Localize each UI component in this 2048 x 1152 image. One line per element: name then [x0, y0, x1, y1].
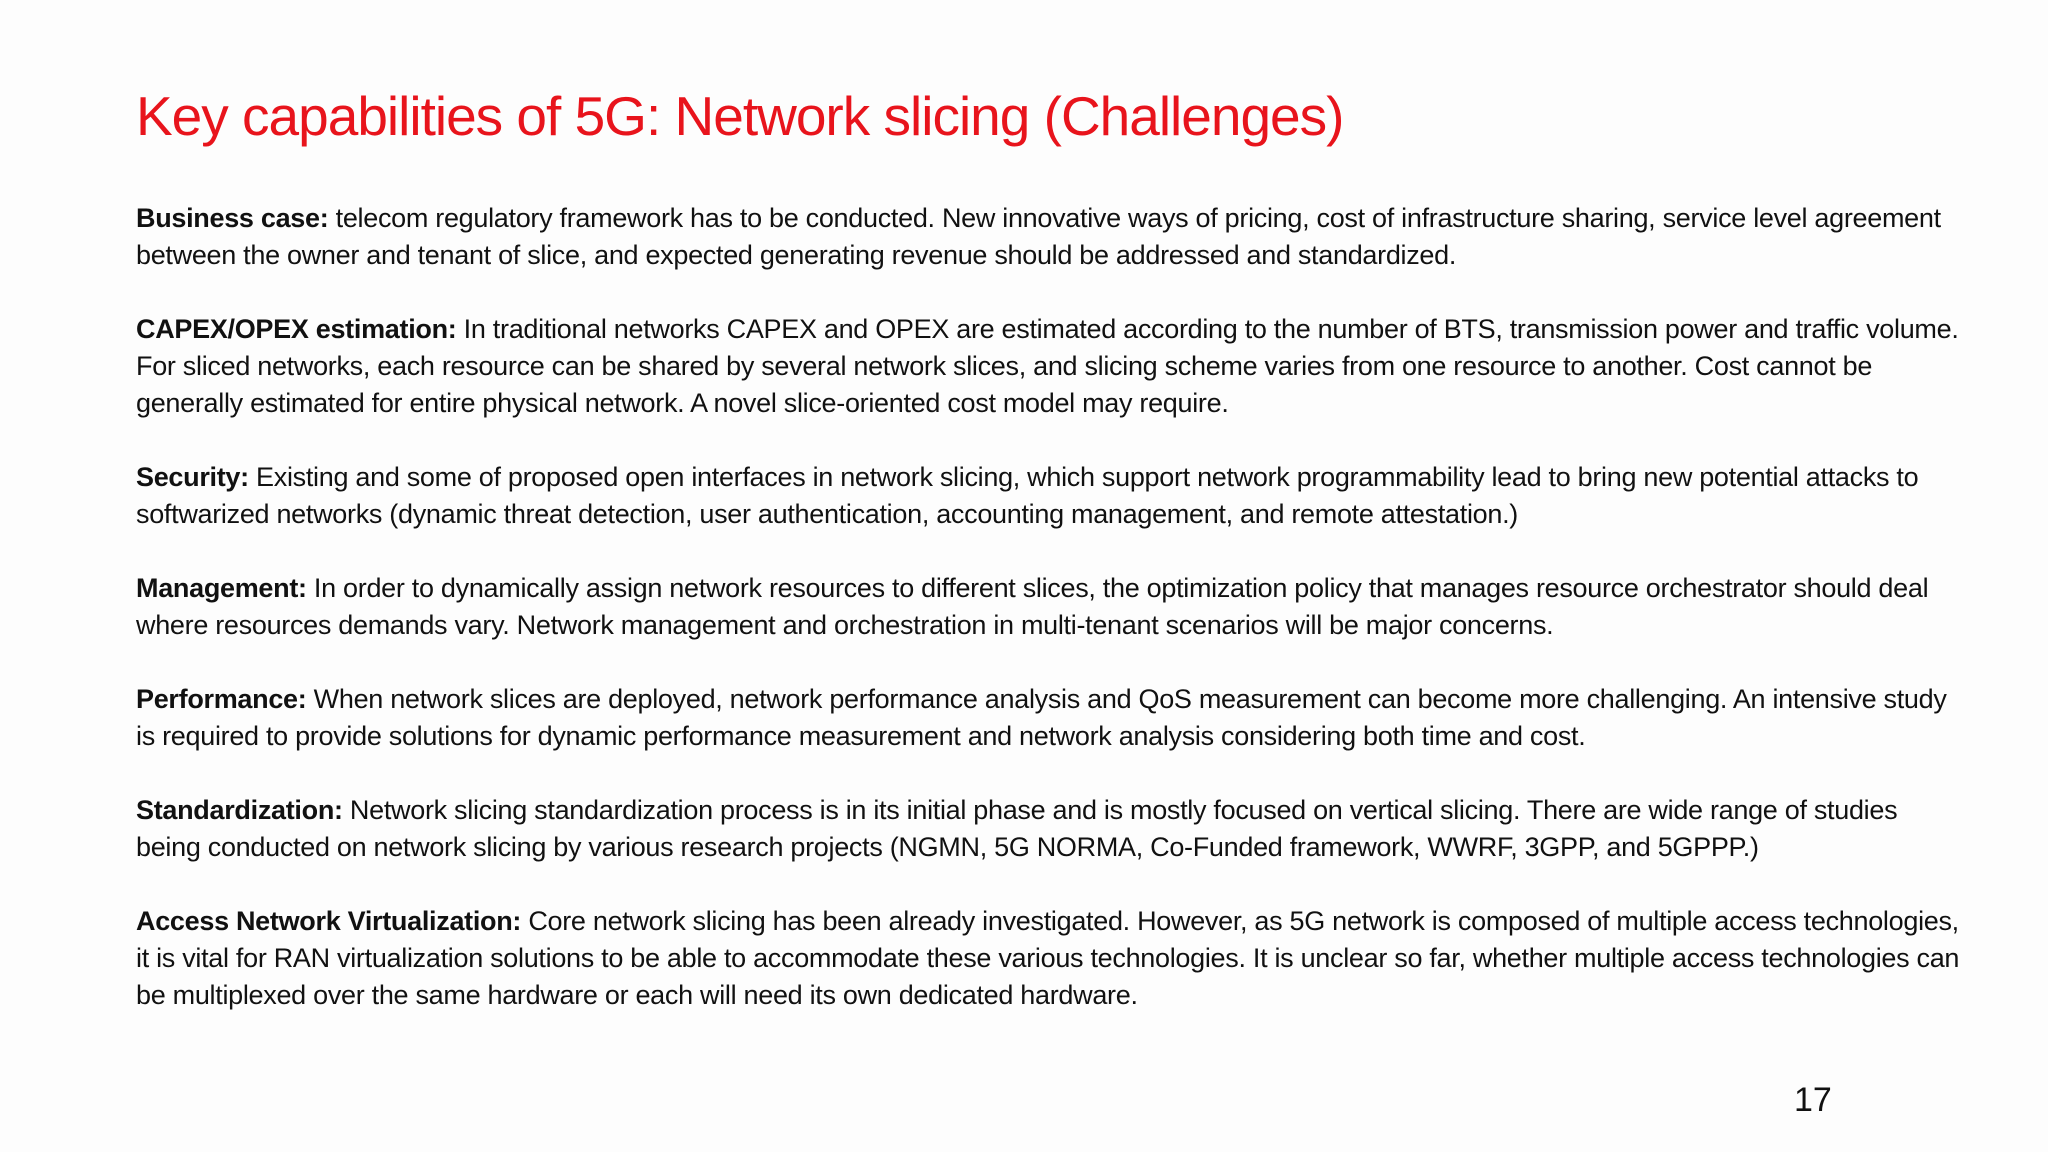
- section-text: telecom regulatory framework has to be conducted. New innovative ways of pricing, cost of infrastructure sharing, service level agreement between the owner and tenant of slice, and expected generating revenue should be addressed and standardized.: [136, 203, 1941, 270]
- section-security: [136, 459, 1966, 533]
- section-text: When network slices are deployed, network performance analysis and QoS measurement can become more challenging. An intensive study is required to provide solutions for dynamic performance measurement and network analysis considering both time and cost.: [136, 684, 1947, 751]
- section-label: Access Network Virtualization:: [136, 906, 522, 936]
- section-label: Standardization:: [136, 795, 343, 825]
- section-text: Core network slicing has been already investigated. However, as 5G network is composed of multiple access technologies, it is vital for RAN virtualization solutions to be able to accommodate these various technologies. It is unclear so far, whether multiple access technologies can be multiplexed over the same hardware or each will need its own dedicated hardware.: [136, 906, 1960, 1010]
- section-performance: [136, 681, 1966, 755]
- slide-content: [136, 200, 1966, 1051]
- section-label: Performance:: [136, 684, 307, 714]
- section-management: [136, 570, 1966, 644]
- section-capex-opex: [136, 311, 1966, 422]
- slide-title: Key capabilities of 5G: Network slicing (Challenges): [136, 85, 1344, 147]
- section-standardization: [136, 792, 1966, 866]
- section-label: Business case:: [136, 203, 329, 233]
- section-text: In order to dynamically assign network resources to different slices, the optimization policy that manages resource orchestrator should deal where resources demands vary. Network management and orchestration in multi-tenant scenarios will be major concerns.: [136, 573, 1929, 640]
- section-access-network-virtualization: [136, 903, 1966, 1014]
- section-text: Network slicing standardization process is in its initial phase and is mostly focused on vertical slicing. There are wide range of studies being conducted on network slicing by various research projects (NGMN, 5G NORMA, Co-Funded framework, WWRF, 3GPP, and 5GPPP.): [136, 795, 1898, 862]
- section-business-case: [136, 200, 1966, 274]
- section-label: Management:: [136, 573, 307, 603]
- page-number: 17: [1794, 1081, 1832, 1119]
- section-text: In traditional networks CAPEX and OPEX are estimated according to the number of BTS, transmission power and traffic volume. For sliced networks, each resource can be shared by several network slices, and slicing scheme varies from one resource to another. Cost cannot be generally estimated for entire physical network. A novel slice-oriented cost model may require.: [136, 314, 1959, 418]
- section-label: Security:: [136, 462, 249, 492]
- section-label: CAPEX/OPEX estimation:: [136, 314, 457, 344]
- section-text: Existing and some of proposed open interfaces in network slicing, which support network programmability lead to bring new potential attacks to softwarized networks (dynamic threat detection, user authentication, accounting management, and remote attestation.): [136, 462, 1919, 529]
